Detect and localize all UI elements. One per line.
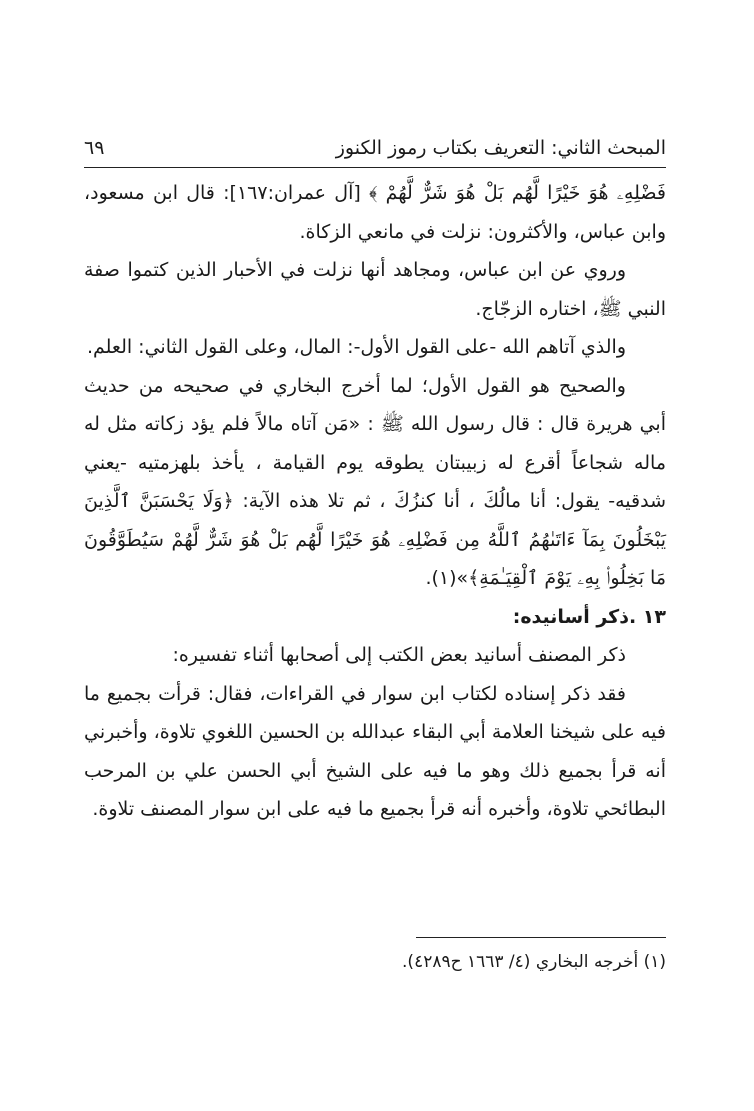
page-number: ٦٩ [84,137,105,159]
section-paragraph-1: ذكر المصنف أسانيد بعض الكتب إلى أصحابها أثناء تفسيره: [172,644,626,666]
paragraph-1: فَضْلِهِۦ هُوَ خَيْرًا لَّهُم بَلْ هُوَ شَرٌّ لَّهُمْ ﴾ [آل عمران:١٦٧]: قال ابن مسعود، وابن عباس، والأكثرون: نزلت في مانعي الزكاة. [84,182,666,243]
section-heading: ١٣ .ذكر أسانيده: [512,605,666,628]
footnote-divider [416,937,666,938]
paragraph-2: وروي عن ابن عباس، ومجاهد أنها نزلت في الأحبار الذين كتموا صفة النبي ﷺ، اختاره الزجّاج. [84,259,666,320]
page-header [84,133,666,168]
page-body [84,174,666,829]
section-paragraph-2: فقد ذكر إسناده لكتاب ابن سوار في القراءات، فقال: قرأت بجميع ما فيه على شيخنا العلامة أبي البقاء عبدالله بن الحسين اللغوي تلاوة، وأخبرني أنه قرأ بجميع ذلك وهو ما فيه على الشيخ أبي الحسن علي بن المرحب البطائحي تلاوة، وأخبره أنه قرأ بجميع ما فيه على ابن سوار المصنف تلاوة. [84,682,666,820]
paragraph-4: والصحيح هو القول الأول؛ لما أخرج البخاري في صحيحه من حديث أبي هريرة قال : قال رسول الله ﷺ : «مَن آتاه مالاً فلم يؤد زكاته مثل له ماله شجاعاً أقرع له زبيبتان يطوقه يوم القيامة ، يأخذ بلهزمتيه -يعني شدقيه- يقول: أنا مالُكَ ، أنا كنزُكَ ، ثم تلا هذه الآية: ﴿وَلَا يَحْسَبَنَّ ٱلَّذِينَ يَبْخَلُونَ بِمَآ ءَاتَىٰهُمُ ٱللَّهُ مِن فَضْلِهِۦ هُوَ خَيْرًا لَّهُم بَلْ هُوَ شَرٌّ لَّهُمْ سَيُطَوَّقُونَ مَا بَخِلُوا۟ بِهِۦ يَوْمَ ٱلْقِيَـٰمَةِ﴾»(١). [84,374,666,589]
running-title: المبحث الثاني: التعريف بكتاب رموز الكنوز [335,137,666,159]
footnote: (١) أخرجه البخاري (٤/ ١٦٦٣ ح٤٢٨٩). [402,952,666,972]
paragraph-3: والذي آتاهم الله -على القول الأول-: المال، وعلى القول الثاني: العلم. [86,336,626,358]
